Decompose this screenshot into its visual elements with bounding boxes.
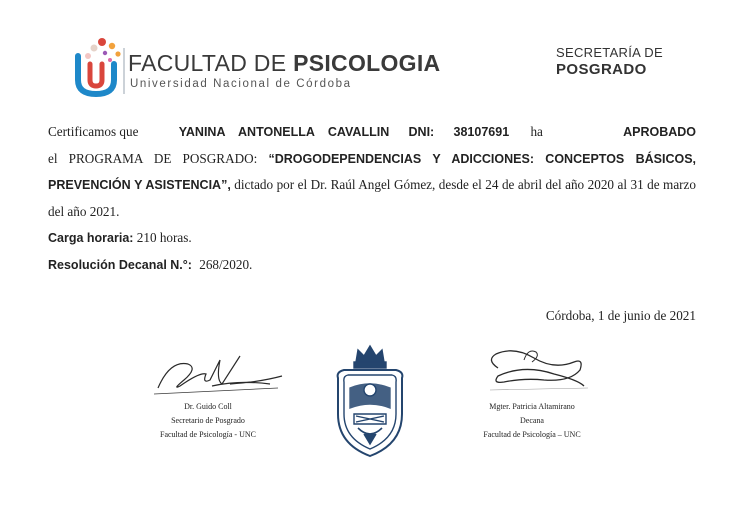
que-text: que [119, 124, 139, 139]
secretaria-posgrado-label [556, 45, 663, 78]
certificate-body [48, 119, 696, 278]
signer-left-org: Facultad de Psicología - UNC [160, 430, 256, 439]
signer-left-name: Dr. Guido Coll [184, 402, 232, 411]
program-name: “DROGODEPENDENCIAS Y ADICCIONES: CONCEPTOS BÁSICOS, PREVENCIÓN Y ASISTENCIA”, [48, 151, 696, 192]
dni-label: DNI: [408, 125, 435, 139]
signer-right-org: Facultad de Psicología – UNC [483, 430, 581, 439]
signature-left [138, 400, 278, 442]
hours-label: Carga horaria: [48, 231, 134, 245]
secretaria-line2: POSGRADO [556, 61, 647, 78]
program-intro: el PROGRAMA DE POSGRADO: [48, 150, 258, 166]
program-details: dictado por el Dr. Raúl Angel Gómez, desde el 24 de abril del año 2020 al 31 de marzo del año 2021. [48, 177, 697, 219]
signature-left-scribble [150, 350, 290, 402]
faculty-name: FACULTAD DE PSICOLOGIA [128, 50, 441, 76]
student-name: YANINA ANTONELLA CAVALLIN [178, 125, 390, 139]
hours-value: 210 horas. [136, 230, 192, 245]
ha-text: ha [530, 124, 543, 139]
resolution-line [48, 252, 696, 279]
signature-right-scribble [484, 340, 594, 396]
signer-right-name: Mgter. Patricia Altamirano [489, 402, 575, 411]
university-name: Universidad Nacional de Córdoba [130, 78, 352, 90]
dni-value: 38107691 [453, 125, 510, 139]
hours-line [48, 225, 696, 252]
university-seal-icon [328, 344, 412, 460]
certificate-paragraph [48, 119, 696, 225]
signer-right-role: Decana [520, 416, 544, 425]
signer-left-role: Secretario de Posgrado [171, 416, 245, 425]
secretaria-line1: SECRETARÍA DE [556, 45, 663, 60]
resolution-label: Resolución Decanal N.°: [48, 257, 192, 272]
faculty-logo [72, 34, 441, 98]
signature-right [462, 400, 602, 442]
place-date: Córdoba, 1 de junio de 2021 [545, 308, 696, 323]
faculty-logo-icon [72, 34, 132, 98]
status-text: APROBADO [623, 125, 696, 139]
certify-text: Certificamos [48, 124, 117, 139]
resolution-value: 268/2020. [199, 256, 253, 272]
